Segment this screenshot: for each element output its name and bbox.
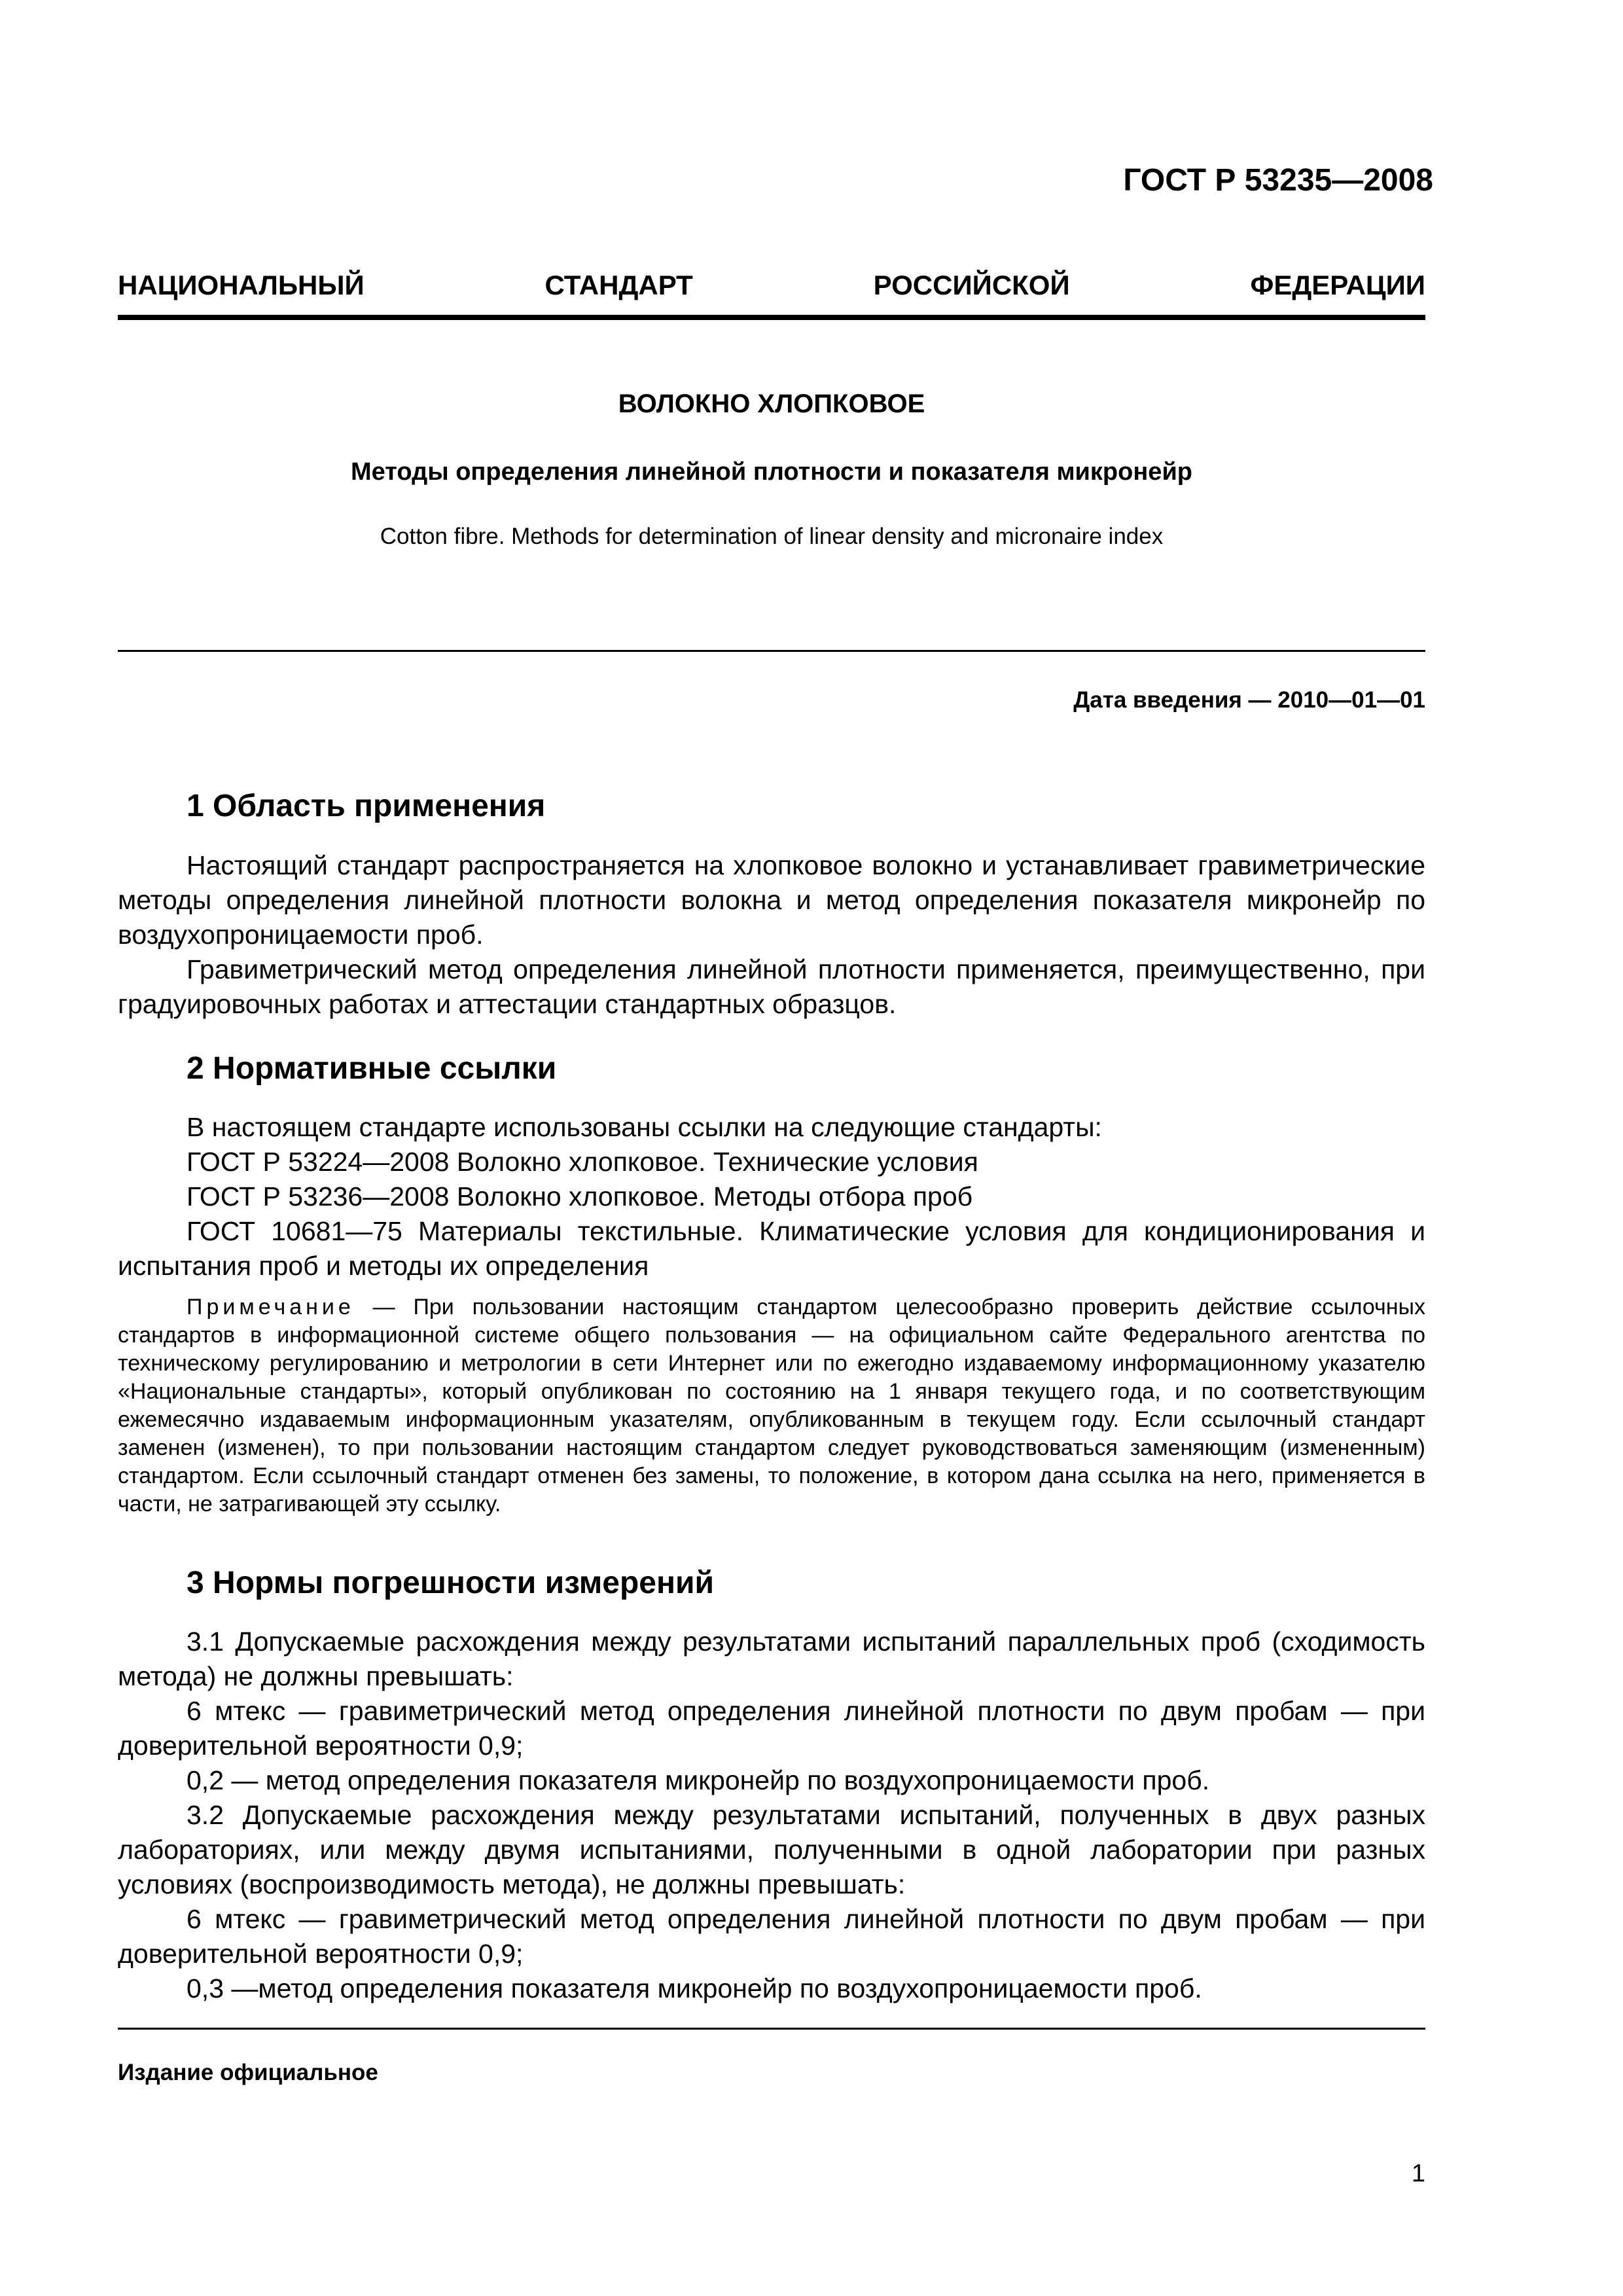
section-3-paragraph: 6 мтекс — гравиметрический метод определения линейной плотности по двум пробам — при доверительной вероятности 0,9; bbox=[118, 1904, 1425, 1969]
document-subtitle: Методы определения линейной плотности и показателя микронейр bbox=[350, 458, 1193, 486]
section-3-paragraph: 3.1 Допускаемые расхождения между результатами испытаний параллельных проб (сходимость метода) не должны превышать: bbox=[118, 1626, 1425, 1691]
section-2-note bbox=[118, 1293, 1425, 1518]
document-english-title: Cotton fibre. Methods for determination of linear density and micronaire index bbox=[380, 524, 1164, 549]
section-1-paragraph: Гравиметрический метод определения линейной плотности применяется, преимущественно, при градуировочных работах и аттестации стандартных образцов. bbox=[118, 954, 1425, 1019]
footer-rule bbox=[118, 2028, 1425, 2030]
section-1-paragraph: Настоящий стандарт распространяется на хлопковое волокно и устанавливает гравиметрические методы определения линейной плотности волокна и метод определения показателя микронейр по воздухопроницаемости проб. bbox=[118, 850, 1425, 950]
page-number: 1 bbox=[1411, 2160, 1425, 2187]
document-title: ВОЛОКНО ХЛОПКОВОЕ bbox=[618, 389, 925, 418]
section-1-body bbox=[118, 848, 1425, 1022]
section-2-heading: 2 Нормативные ссылки bbox=[187, 1051, 557, 1086]
section-3-paragraph: 0,2 — метод определения показателя микронейр по воздухопроницаемости проб. bbox=[187, 1765, 1210, 1795]
section-3-heading: 3 Нормы погрешности измерений bbox=[187, 1566, 714, 1600]
title-rule bbox=[118, 650, 1425, 652]
introduction-date: Дата введения — 2010—01—01 bbox=[1073, 687, 1425, 713]
reference-item: ГОСТ Р 53236—2008 Волокно хлопковое. Методы отбора проб bbox=[187, 1181, 973, 1211]
reference-item: ГОСТ Р 53224—2008 Волокно хлопковое. Технические условия bbox=[187, 1147, 978, 1177]
section-3-body bbox=[118, 1624, 1425, 2006]
gost-number: ГОСТ Р 53235—2008 bbox=[1123, 163, 1433, 198]
header-rule bbox=[118, 315, 1425, 320]
section-3-paragraph: 6 мтекс — гравиметрический метод определения линейной плотности по двум пробам — при доверительной вероятности 0,9; bbox=[118, 1696, 1425, 1761]
section-2-body bbox=[118, 1110, 1425, 1283]
reference-item: ГОСТ 10681—75 Материалы текстильные. Климатические условия для кондиционирования и испытания проб и методы их определения bbox=[118, 1216, 1425, 1281]
section-3-paragraph: 0,3 —метод определения показателя микронейр по воздухопроницаемости проб. bbox=[187, 1973, 1202, 2003]
note-text: — При пользовании настоящим стандартом целесообразно проверить действие ссылочных стандартов в информационной системе общего пользования — на официальном сайте Федерального агентства по техническому регулированию и метрологии в сети Интернет или по ежегодно издаваемому информационному указателю «Национальные стандарты», который опубликован по состоянию на 1 января текущего года, и по соответствующим ежемесячно издаваемым информационным указателям, опубликованным в текущем году. Если ссылочный стандарт заменен (изменен), то при пользовании настоящим стандартом следует руководствоваться заменяющим (измененным) стандартом. Если ссылочный стандарт отменен без замены, то положение, в котором дана ссылка на него, применяется в части, не затрагивающей эту ссылку. bbox=[118, 1295, 1425, 1516]
note-label: Примечание bbox=[187, 1295, 355, 1319]
national-standard-title: НАЦИОНАЛЬНЫЙ СТАНДАРТ РОССИЙСКОЙ ФЕДЕРАЦИИ bbox=[118, 270, 1425, 300]
official-edition-label: Издание официальное bbox=[118, 2060, 378, 2085]
section-1-heading: 1 Область применения bbox=[187, 789, 546, 823]
section-3-paragraph: 3.2 Допускаемые расхождения между результатами испытаний, полученных в двух разных лабораториях, или между двумя испытаниями, полученными в одной лаборатории при разных условиях (воспроизводимость метода), не должны превышать: bbox=[118, 1800, 1425, 1899]
section-2-paragraph: В настоящем стандарте использованы ссылки на следующие стандарты: bbox=[187, 1112, 1102, 1142]
